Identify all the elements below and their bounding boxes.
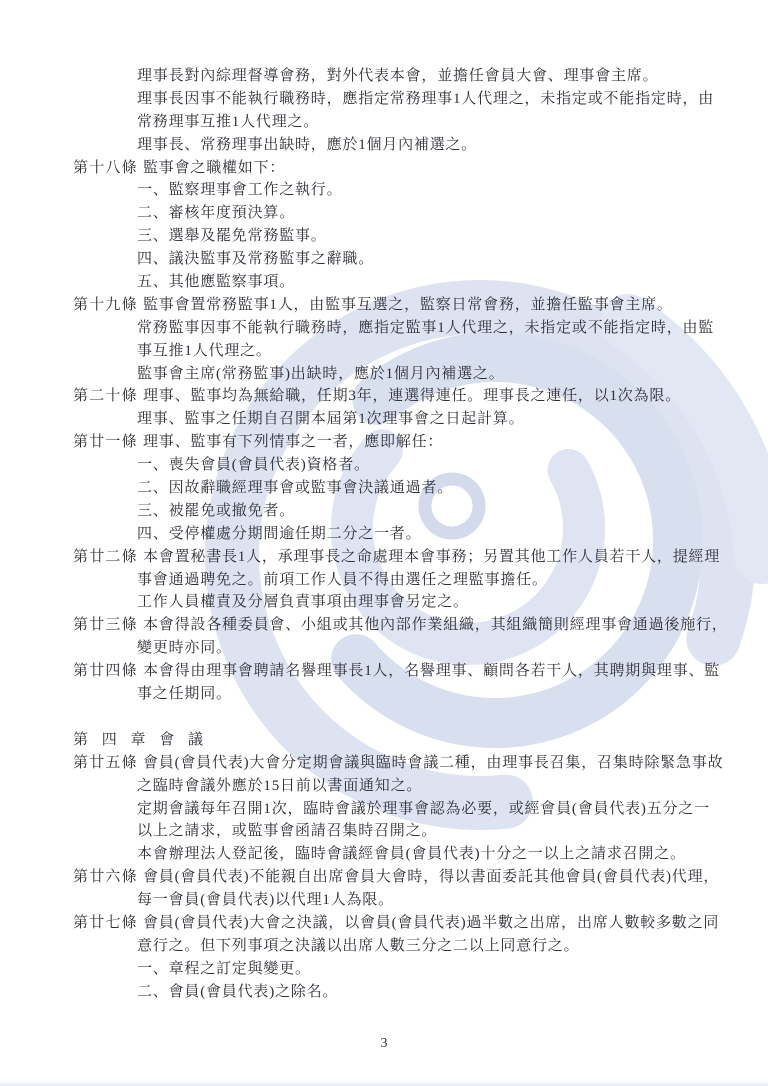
line-text: 一、喪失會員(會員代表)資格者。	[137, 457, 370, 474]
text-line	[73, 820, 728, 843]
line-text: 常務監事因事不能執行職務時，應指定監事1人代理之，未指定或不能指定時，由監	[137, 319, 715, 336]
text-line	[73, 889, 728, 912]
line-text: 本會置秘書長1人，承理事長之命處理本會事務；另置其他工作人員若干人，提經理	[143, 548, 721, 565]
article-number: 第廿二條	[73, 548, 138, 565]
line-text: 本會得設各種委員會、小組或其他內部作業組織，其組織簡則經理事會通過後施行，	[143, 617, 728, 634]
line-text: 一、章程之訂定與變更。	[137, 960, 311, 977]
line-text: 理事長對內綜理督導會務，對外代表本會，並擔任會員大會、理事會主席。	[137, 68, 659, 84]
article-line	[73, 294, 728, 317]
line-text: 五、其他應監察事項。	[137, 274, 296, 291]
document-body	[73, 65, 728, 1004]
text-line	[73, 798, 728, 821]
article-number: 第廿七條	[73, 914, 138, 931]
article-line	[73, 866, 728, 889]
text-line	[73, 935, 728, 958]
line-text: 事之任期同。	[137, 686, 232, 703]
line-text: 監事會之職權如下：	[143, 159, 286, 176]
article-line	[73, 912, 728, 935]
text-line	[73, 843, 728, 866]
text-line	[73, 591, 728, 614]
article-number: 第十八條	[73, 159, 138, 176]
chapter-heading	[73, 729, 728, 752]
article-line	[73, 546, 728, 569]
line-text: 理事長因事不能執行職務時，應指定常務理事1人代理之，未指定或不能指定時，由	[137, 90, 715, 107]
text-line	[73, 454, 728, 477]
article-number: 第二十條	[73, 388, 138, 405]
line-text: 以上之請求，或監事會函請召集時召開之。	[137, 823, 438, 840]
line-text: 意行之。但下列事項之決議以出席人數三分之二以上同意行之。	[137, 937, 580, 954]
article-number: 第廿三條	[73, 617, 138, 634]
article-number: 第廿四條	[73, 663, 138, 680]
text-line	[73, 134, 728, 157]
text-line	[73, 317, 728, 340]
line-text: 監事會主席(常務監事)出缺時，應於1個月內補選之。	[137, 365, 505, 382]
line-text: 四、議決監事及常務監事之辭職。	[137, 251, 375, 268]
line-text: 會員(會員代表)大會分定期會議與臨時會議二種，由理事長召集，召集時除緊急事故	[143, 754, 724, 771]
line-text: 一、監察理事會工作之執行。	[137, 182, 343, 199]
line-text: 三、選舉及罷免常務監事。	[137, 228, 327, 245]
line-text: 會員(會員代表)大會之決議，以會員(會員代表)過半數之出席，出席人數較多數之同	[143, 914, 720, 931]
text-line	[73, 500, 728, 523]
line-text: 之臨時會議外應於15日前以書面通知之。	[137, 777, 423, 794]
text-line	[73, 225, 728, 248]
article-line	[73, 385, 728, 408]
line-text: 事互推1人代理之。	[137, 342, 272, 359]
text-line	[73, 271, 728, 294]
text-line	[73, 111, 728, 134]
article-number: 第廿五條	[73, 754, 138, 771]
article-number: 第廿一條	[73, 434, 138, 451]
text-line	[73, 775, 728, 798]
line-text: 三、被罷免或撤免者。	[137, 502, 296, 519]
text-line	[73, 65, 728, 88]
page-number: 3	[380, 1036, 388, 1051]
line-text: 每一會員(會員代表)以代理1人為限。	[137, 892, 394, 909]
article-number: 第十九條	[73, 296, 138, 313]
article-line	[73, 660, 728, 683]
text-line	[73, 523, 728, 546]
line-text: 本會辦理法人登記後，臨時會議經會員(會員代表)十分之一以上之請求召開之。	[137, 846, 686, 863]
text-line	[73, 683, 728, 706]
article-line	[73, 431, 728, 454]
article-line	[73, 157, 728, 180]
line-text: 二、因故辭職經理事會或監事會決議通過者。	[137, 480, 454, 497]
line-text: 理事、監事之任期自召開本屆第1次理事會之日起計算。	[137, 411, 525, 428]
line-text: 理事、監事有下列情事之一者，應即解任：	[143, 434, 444, 451]
text-line	[73, 179, 728, 202]
line-text: 四、受停權處分期間逾任期二分之一者。	[137, 525, 422, 542]
line-text: 本會得由理事會聘請名譽理事長1人，名譽理事、顧問各若干人，其聘期與理事、監	[143, 663, 721, 680]
line-text: 理事、監事均為無給職，任期3年，連選得連任。理事長之連任，以1次為限。	[143, 388, 682, 405]
line-text: 會員(會員代表)不能親自出席會員大會時，得以書面委託其他會員(會員代表)代理，	[143, 869, 720, 886]
line-text: 二、會員(會員代表)之除名。	[137, 983, 339, 1000]
text-line	[73, 88, 728, 111]
article-line	[73, 614, 728, 637]
line-text: 二、審核年度預決算。	[137, 205, 296, 222]
text-line	[73, 637, 728, 660]
text-line	[73, 248, 728, 271]
line-text: 事會通過聘免之。前項工作人員不得由選任之理監事擔任。	[137, 571, 548, 588]
line-text: 定期會議每年召開1次，臨時會議於理事會認為必要，或經會員(會員代表)五分之一	[137, 800, 710, 817]
text-line	[73, 363, 728, 386]
line-text: 常務理事互推1人代理之。	[137, 113, 320, 130]
text-line	[73, 569, 728, 592]
text-line	[73, 958, 728, 981]
article-number: 第廿六條	[73, 869, 138, 886]
line-text: 變更時亦同。	[137, 640, 232, 657]
text-line	[73, 477, 728, 500]
article-line	[73, 752, 728, 775]
line-text: 第 四 章 會 議	[73, 731, 209, 748]
line-text: 工作人員權責及分層負責事項由理事會另定之。	[137, 594, 469, 611]
text-line	[73, 408, 728, 431]
text-line	[73, 340, 728, 363]
blank-line	[73, 706, 728, 729]
line-text: 理事長、常務理事出缺時，應於1個月內補選之。	[137, 136, 478, 153]
text-line	[73, 202, 728, 225]
line-text: 監事會置常務監事1人，由監事互選之，監察日常會務，並擔任監事會主席。	[143, 296, 673, 313]
text-line	[73, 981, 728, 1004]
